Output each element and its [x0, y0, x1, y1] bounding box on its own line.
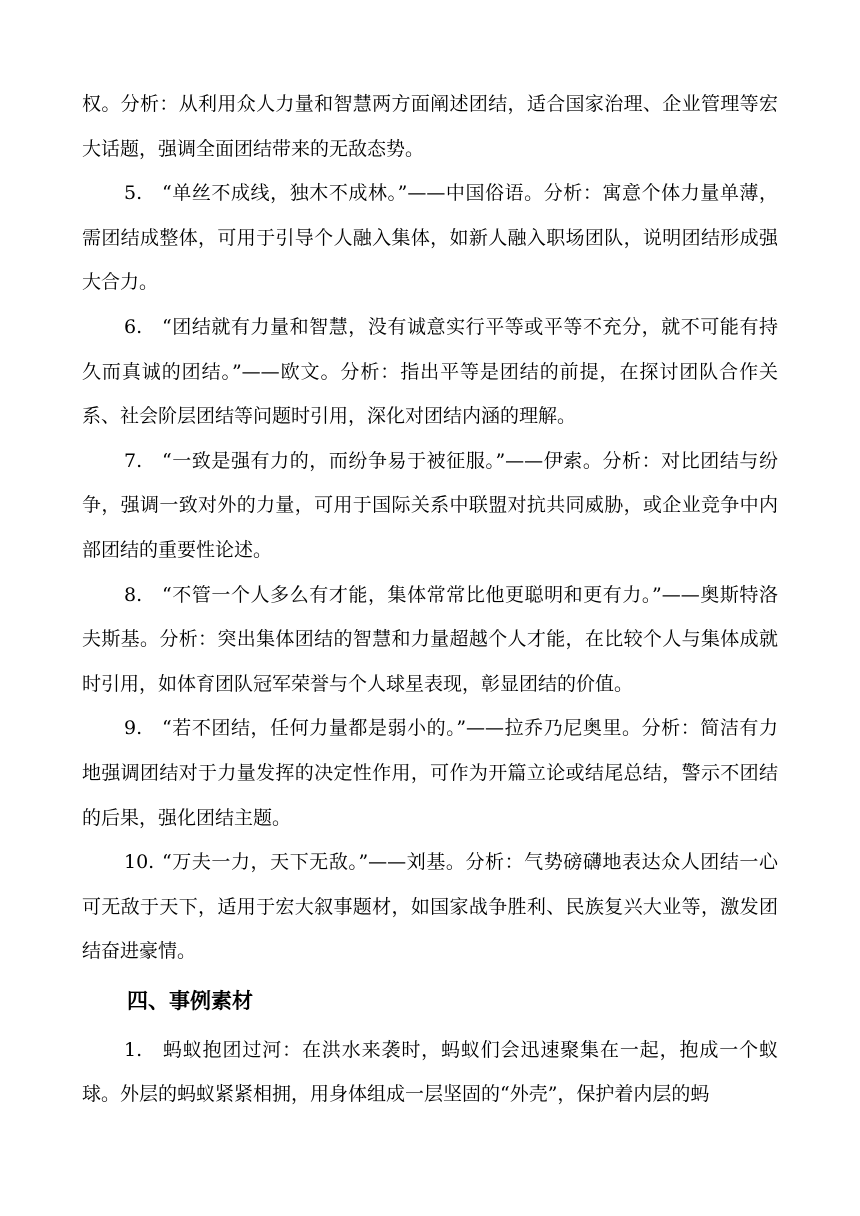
quote-text: “单丝不成线，独木不成林。”——中国俗语。分析：寓意个体力量单薄，需团结成整体，可用于引导个人融入集体，如新人融入职场团队，说明团结形成强大合力。: [82, 182, 778, 294]
quote-number: 8.: [124, 583, 143, 606]
continuation-paragraph: 权。分析：从利用众人力量和智慧两方面阐述团结，适合国家治理、企业管理等宏大话题，强调全面团结带来的无敌态势。: [82, 93, 778, 160]
quote-item-8: [82, 573, 778, 707]
quote-number: 6.: [124, 315, 143, 338]
quote-number: 9.: [124, 717, 143, 740]
quote-text: “不管一个人多么有才能，集体常常比他更聪明和更有力。”——奥斯特洛夫斯基。分析：突出集体团结的智慧和力量超越个人才能，在比较个人与集体成就时引用，如体育团队冠军荣誉与个人球星表现，彰显团结的价值。: [82, 583, 778, 695]
document-body: [82, 82, 778, 1117]
quote-number: 10.: [124, 851, 155, 874]
quote-number: 7.: [124, 449, 143, 472]
quote-text: “一致是强有力的，而纷争易于被征服。”——伊索。分析：对比团结与纷争，强调一致对外的力量，可用于国际关系中联盟对抗共同威胁，或企业竞争中内部团结的重要性论述。: [82, 449, 778, 561]
quote-item-5: [82, 171, 778, 305]
example-number: 1.: [124, 1038, 143, 1061]
quote-item-9: [82, 706, 778, 840]
quote-item-6: [82, 305, 778, 439]
quote-text: “万夫一力，天下无敌。”——刘基。分析：气势磅礴地表达众人团结一心可无敌于天下，适用于宏大叙事题材，如国家战争胜利、民族复兴大业等，激发团结奋进豪情。: [82, 851, 778, 963]
quote-item-10: [82, 840, 778, 974]
quote-text: “团结就有力量和智慧，没有诚意实行平等或平等不充分，就不可能有持久而真诚的团结。”——欧文。分析：指出平等是团结的前提，在探讨团队合作关系、社会阶层团结等问题时引用，深化对团结内涵的理解。: [82, 315, 778, 428]
quote-text: “若不团结，任何力量都是弱小的。”——拉乔乃尼奥里。分析：简洁有力地强调团结对于力量发挥的决定性作用，可作为开篇立论或结尾总结，警示不团结的后果，强化团结主题。: [82, 717, 778, 829]
example-item-1: [82, 1028, 778, 1117]
quote-number: 5.: [124, 182, 143, 205]
section-heading: 四、事例素材: [127, 988, 253, 1013]
quote-item-7: [82, 439, 778, 573]
example-text: 蚂蚁抱团过河：在洪水来袭时，蚂蚁们会迅速聚集在一起，抱成一个蚁球。外层的蚂蚁紧紧相拥，用身体组成一层坚固的“外壳”，保护着内层的蚂: [82, 1038, 778, 1106]
